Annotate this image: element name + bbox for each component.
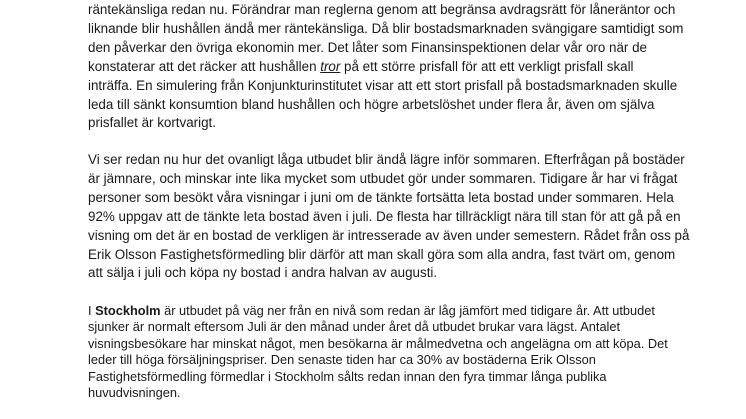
paragraph-line: visning om det är en bostad de verkligen är intresserade av även under semestern. Rådet från oss på <box>88 227 690 243</box>
line-text: på ett större prisfall för att ett verkligt prisfall skall <box>340 58 634 74</box>
paragraph-stockholm <box>88 303 668 401</box>
paragraph-line: leda till sänkt konsumtion bland hushållen och högre arbetslöshet under flera år, även om själva <box>88 96 655 112</box>
paragraph-line: att sälja i juli och köpa ny bostad i andra halvan av augusti. <box>88 265 438 281</box>
paragraph-line: personer som besökt våra visningar i juni om de tänkte fortsätta leta bostad under sommaren. Hela <box>88 189 674 205</box>
paragraph-line: är jämnare, och minskar inte lika mycket som utbudet gör under sommaren. Tidigare år har vi frågat <box>88 170 678 186</box>
paragraph-line: räntekänsliga redan nu. Förändrar man reglerna genom att begränsa avdragsrätt för låneräntor och <box>88 2 676 17</box>
paragraph-line <box>88 303 668 319</box>
paragraph-line: 92% uppgav att de tänkte leta bostad även i juli. De flesta har tillräckligt nära till stan för att gå på en <box>88 208 681 224</box>
paragraph-line: liknande blir hushållen ändå mer räntekänsliga. Då blir bostadsmarknaden svängigare samtidigt som <box>88 20 684 36</box>
paragraph-line: Fastighetsförmedling förmedlar i Stockholm sålts redan innan den fyra timmar långa publika <box>88 368 607 384</box>
paragraph-summer-supply <box>88 151 690 283</box>
paragraph-line <box>88 58 668 77</box>
paragraph-line: visningsbesökare har minskat något, men besökarna är målmedvetna och angelägna om att köpa. Det <box>88 335 668 351</box>
paragraph-line: inträffa. En simulering från Konjunkturinstitutet visar att ett stort prisfall på bostadsmarknaden skulle <box>88 77 678 93</box>
line-text: är utbudet på väg ner från en nivå som redan är låg jämfört med tidigare år. Att utbudet <box>160 303 655 318</box>
paragraph-line: den påverkar den övriga ekonomin mer. Det låter som Finansinspektionen delar vår oro när de <box>88 39 647 55</box>
line-text: konstaterar att det räcker att hushållen <box>88 58 321 74</box>
paragraph-line: huvudvisningen. <box>88 385 181 401</box>
paragraph-line: Vi ser redan nu hur det ovanligt låga utbudet blir ändå lägre inför sommaren. Efterfrågan på bostäder <box>88 152 685 167</box>
paragraph-housing-market-volatility <box>88 1 684 133</box>
emphasized-word: tror <box>320 58 341 74</box>
line-text: I <box>88 303 96 318</box>
paragraph-line: leder till höga försäljningspriser. Den senaste tiden har ca 30% av bostäderna Erik Olsson <box>88 352 596 368</box>
paragraph-line: Erik Olsson Fastighetsförmedling blir därför att man skall göra som alla andra, fast tvärt om, genom <box>88 246 676 262</box>
paragraph-line: prisfallet är kortvarigt. <box>88 115 216 131</box>
city-name-bold: Stockholm <box>95 303 161 318</box>
paragraph-line: sjunker är normalt eftersom Juli är den månad under året då utbudet brukar vara lägst. Antalet <box>88 319 621 335</box>
